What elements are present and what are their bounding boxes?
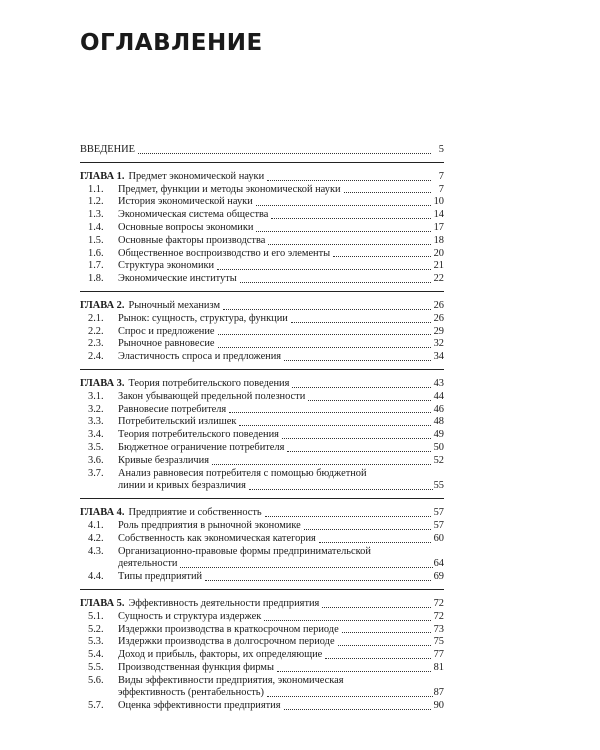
toc-section-number: 1.4. [88, 221, 104, 233]
toc-chapter-entry[interactable] [80, 300, 444, 313]
toc-entry-page: 29 [433, 325, 444, 337]
dot-leader [240, 281, 431, 283]
toc-section-title: Производственная функция фирмы [118, 661, 274, 673]
dot-leader [284, 359, 431, 361]
toc-section-number: 3.5. [88, 441, 104, 453]
toc-section-title-line2: деятельности [118, 558, 178, 570]
toc-section-entry[interactable] [80, 429, 444, 442]
toc-section-title: История экономической науки [118, 196, 253, 208]
dot-leader [180, 566, 432, 568]
dot-leader [264, 619, 431, 621]
toc-section-number: 4.1. [88, 519, 104, 531]
toc-section-entry[interactable] [80, 326, 444, 339]
toc-entry-page: 55 [433, 480, 444, 492]
toc-section-number: 2.4. [88, 351, 104, 363]
dot-leader [304, 528, 431, 530]
toc-entry-page: 73 [433, 623, 444, 635]
toc-section-entry[interactable] [80, 209, 444, 222]
dot-leader [265, 515, 431, 517]
toc-section-title-cont [118, 687, 444, 700]
toc-section-number: 1.6. [88, 247, 104, 259]
toc-section-entry[interactable] [80, 649, 444, 662]
toc-section-title: Структура экономики [118, 260, 215, 272]
toc-entry-page: 81 [433, 661, 444, 673]
toc-section-title: Экономические институты [118, 273, 237, 285]
toc-entry-page: 60 [433, 532, 444, 544]
dot-leader [287, 450, 431, 452]
dot-leader [223, 308, 431, 310]
toc-chapter-entry[interactable] [80, 171, 444, 184]
toc-entry-page: 50 [433, 441, 444, 453]
toc-entry-page: 21 [433, 260, 444, 272]
dot-leader [218, 333, 431, 335]
toc-section-body [118, 546, 444, 572]
toc-section-title: Организационно-правовые формы предпринимательской [118, 545, 371, 557]
toc-chapter-title: Предмет экономической науки [128, 170, 265, 182]
toc-intro-entry[interactable] [80, 144, 444, 157]
toc-chapter-entry[interactable] [80, 507, 444, 520]
toc-section-title: Закон убывающей предельной полезности [118, 390, 306, 402]
toc-section-title: Равновесие потребителя [118, 403, 227, 415]
toc-section-entry[interactable] [80, 260, 444, 273]
toc-entry-page: 7 [438, 183, 444, 195]
toc-section-entry[interactable] [80, 455, 444, 468]
toc-section-entry[interactable] [80, 273, 444, 286]
dot-leader [325, 657, 431, 659]
toc-chapter-heading [80, 507, 262, 520]
toc-section-title: Основные вопросы экономики [118, 221, 254, 233]
toc-section-number: 3.7. [88, 467, 104, 479]
toc-section-title: Потребительский излишек [118, 416, 237, 428]
toc-entry-page: 46 [433, 403, 444, 415]
toc-section-title: Оценка эффективности предприятия [118, 700, 281, 712]
toc-chapter-heading [80, 378, 289, 391]
toc-section-title: Издержки производства в долгосрочном периоде [118, 636, 335, 648]
dot-leader [267, 695, 433, 697]
toc-section-entry[interactable] [80, 624, 444, 637]
toc-entry-page: 7 [438, 170, 444, 182]
toc-entry-page: 57 [433, 519, 444, 531]
toc-entry-page: 26 [433, 312, 444, 324]
toc-section-title: Типы предприятий [118, 571, 203, 583]
toc-section-title: Основные факторы производства [118, 234, 266, 246]
toc-section-number: 5.6. [88, 674, 104, 686]
toc-section-title-cont [118, 480, 444, 493]
section-divider [80, 589, 444, 590]
toc-section-number: 2.1. [88, 312, 104, 324]
toc-section-number: 1.2. [88, 196, 104, 208]
toc-entry-page: 49 [433, 429, 444, 441]
toc-entry-page: 64 [433, 558, 444, 570]
toc-entry-page: 87 [433, 687, 444, 699]
toc-entry-page: 52 [433, 454, 444, 466]
toc-chapter-label: ГЛАВА 1. [80, 170, 125, 182]
toc-entry-page: 22 [433, 273, 444, 285]
toc-section-title: Спрос и предложение [118, 325, 215, 337]
dot-leader [308, 399, 431, 401]
toc-section-number: 2.2. [88, 325, 104, 337]
toc-chapter-label: ГЛАВА 4. [80, 507, 125, 519]
toc-section-title-cont [118, 558, 444, 571]
toc-section-number: 3.2. [88, 403, 104, 415]
toc-section-number: 5.7. [88, 700, 104, 712]
toc-section-number: 1.8. [88, 273, 104, 285]
toc-chapter-heading [80, 598, 319, 611]
toc-section-entry[interactable] [80, 533, 444, 546]
toc-entry-page: 72 [433, 597, 444, 609]
toc-section-entry[interactable] [80, 222, 444, 235]
toc-section-title: Доход и прибыль, факторы, их определяющие [118, 649, 323, 661]
dot-leader [291, 321, 431, 323]
toc-entry-page: 77 [433, 649, 444, 661]
toc-section-entry[interactable] [80, 468, 444, 494]
toc-section-title: Виды эффективности предприятия, экономическая [118, 674, 344, 686]
toc-entry-page: 32 [433, 338, 444, 350]
toc-entry-page: 90 [433, 700, 444, 712]
dot-leader [212, 463, 431, 465]
dot-leader [229, 411, 431, 413]
dot-leader [256, 204, 431, 206]
toc-entry-page: 10 [433, 196, 444, 208]
dot-leader [256, 230, 431, 232]
toc-section-number: 3.3. [88, 416, 104, 428]
toc-entry-page: 26 [433, 299, 444, 311]
dot-leader [282, 437, 431, 439]
dot-leader [138, 152, 431, 154]
toc-entry-page: 18 [433, 234, 444, 246]
toc-section-title: Предмет, функции и методы экономической науки [118, 183, 341, 195]
toc-section-entry[interactable] [80, 520, 444, 533]
toc-section-entry[interactable] [80, 571, 444, 584]
toc-chapter-entry[interactable] [80, 378, 444, 391]
toc-chapter-title: Рыночный механизм [128, 299, 221, 311]
section-divider [80, 498, 444, 499]
toc-section-number: 5.5. [88, 661, 104, 673]
toc-entry-page: 17 [433, 221, 444, 233]
toc-section-entry[interactable] [80, 196, 444, 209]
dot-leader [271, 217, 431, 219]
toc-section-body [118, 468, 444, 494]
toc-section-entry[interactable] [80, 184, 444, 197]
dot-leader [319, 541, 431, 543]
toc-chapter-title: Теория потребительского поведения [128, 377, 290, 389]
toc-entry-page: 43 [433, 377, 444, 389]
dot-leader [218, 346, 431, 348]
toc-section-entry[interactable] [80, 404, 444, 417]
toc-entry-page: 57 [433, 507, 444, 519]
dot-leader [338, 644, 431, 646]
dot-leader [344, 191, 431, 193]
toc-chapter-title: Предприятие и собственность [128, 507, 262, 519]
toc-section-number: 3.1. [88, 390, 104, 402]
toc-section-number: 4.2. [88, 532, 104, 544]
toc-entry-page: 14 [433, 209, 444, 221]
toc-entry-page: 20 [433, 247, 444, 259]
toc-section-title: Собственность как экономическая категория [118, 532, 316, 544]
toc-chapter-heading [80, 300, 220, 313]
toc-section-title: Издержки производства в краткосрочном периоде [118, 623, 339, 635]
toc-entry-title: ВВЕДЕНИЕ [80, 144, 135, 155]
toc-section-entry[interactable] [80, 416, 444, 429]
toc-entry-page: 75 [433, 636, 444, 648]
toc-section-entry[interactable] [80, 636, 444, 649]
dot-leader [205, 579, 431, 581]
toc-section-entry[interactable] [80, 235, 444, 248]
toc-section-title: Общественное воспроизводство и его элементы [118, 247, 331, 259]
section-divider [80, 291, 444, 292]
toc-section-title: Сущность и структура издержек [118, 610, 262, 622]
dot-leader [333, 255, 431, 257]
toc-section-number: 5.2. [88, 623, 104, 635]
section-divider [80, 162, 444, 163]
toc-section-number: 2.3. [88, 338, 104, 350]
toc-section-body [118, 675, 444, 701]
toc-chapter-entry[interactable] [80, 598, 444, 611]
dot-leader [267, 179, 431, 181]
dot-leader [217, 268, 431, 270]
toc-section-entry[interactable] [80, 546, 444, 572]
toc-section-number: 4.3. [88, 545, 104, 557]
toc-entry-page: 69 [433, 571, 444, 583]
toc-entry-page: 44 [433, 390, 444, 402]
toc-section-number: 5.4. [88, 649, 104, 661]
toc-section-title-line2: эффективность (рентабельность) [118, 687, 264, 699]
toc-section-number: 1.7. [88, 260, 104, 272]
toc-section-number: 1.5. [88, 234, 104, 246]
toc-section-title: Рыночное равновесие [118, 338, 215, 350]
toc-section-title: Анализ равновесия потребителя с помощью бюджетной [118, 467, 367, 479]
toc-section-title: Бюджетное ограничение потребителя [118, 441, 285, 453]
dot-leader [239, 424, 431, 426]
dot-leader [268, 243, 431, 245]
dot-leader [292, 386, 431, 388]
dot-leader [249, 488, 433, 490]
toc-section-entry[interactable] [80, 700, 444, 713]
toc-section-title: Теория потребительского поведения [118, 429, 279, 441]
toc-section-number: 5.1. [88, 610, 104, 622]
dot-leader [322, 606, 431, 608]
toc-section-title: Эластичность спроса и предложения [118, 351, 282, 363]
toc-section-entry[interactable] [80, 351, 444, 364]
toc-chapter-label: ГЛАВА 3. [80, 377, 125, 389]
toc-section-entry[interactable] [80, 675, 444, 701]
toc-chapter-heading [80, 171, 264, 184]
toc-section-entry[interactable] [80, 248, 444, 261]
toc-entry-page: 48 [433, 416, 444, 428]
toc-section-number: 3.6. [88, 454, 104, 466]
toc-section-number: 1.3. [88, 209, 104, 221]
toc-chapter-label: ГЛАВА 2. [80, 299, 125, 311]
toc-section-title: Экономическая система общества [118, 209, 269, 221]
dot-leader [277, 670, 431, 672]
dot-leader [284, 708, 432, 710]
toc-section-number: 5.3. [88, 636, 104, 648]
toc-section-entry[interactable] [80, 662, 444, 675]
toc-entry-page: 5 [438, 144, 444, 155]
toc-section-number: 4.4. [88, 571, 104, 583]
dot-leader [342, 631, 431, 633]
toc-section-entry[interactable] [80, 338, 444, 351]
toc-entry-page: 34 [433, 351, 444, 363]
toc-chapter-label: ГЛАВА 5. [80, 597, 125, 609]
toc-section-entry[interactable] [80, 313, 444, 326]
toc-section-entry[interactable] [80, 442, 444, 455]
toc-section-number: 3.4. [88, 429, 104, 441]
toc-section-title: Роль предприятия в рыночной экономике [118, 519, 301, 531]
toc-chapter-title: Эффективность деятельности предприятия [128, 597, 320, 609]
page-title: ОГЛАВЛЕНИЕ [80, 30, 263, 56]
section-divider [80, 369, 444, 370]
toc-section-title: Кривые безразличия [118, 454, 209, 466]
table-of-contents [80, 144, 444, 713]
toc-section-title-line2: линии и кривых безразличия [118, 480, 246, 492]
toc-section-entry[interactable] [80, 611, 444, 624]
toc-section-number: 1.1. [88, 183, 104, 195]
toc-entry-page: 72 [433, 610, 444, 622]
toc-section-title: Рынок: сущность, структура, функции [118, 312, 288, 324]
toc-section-entry[interactable] [80, 391, 444, 404]
